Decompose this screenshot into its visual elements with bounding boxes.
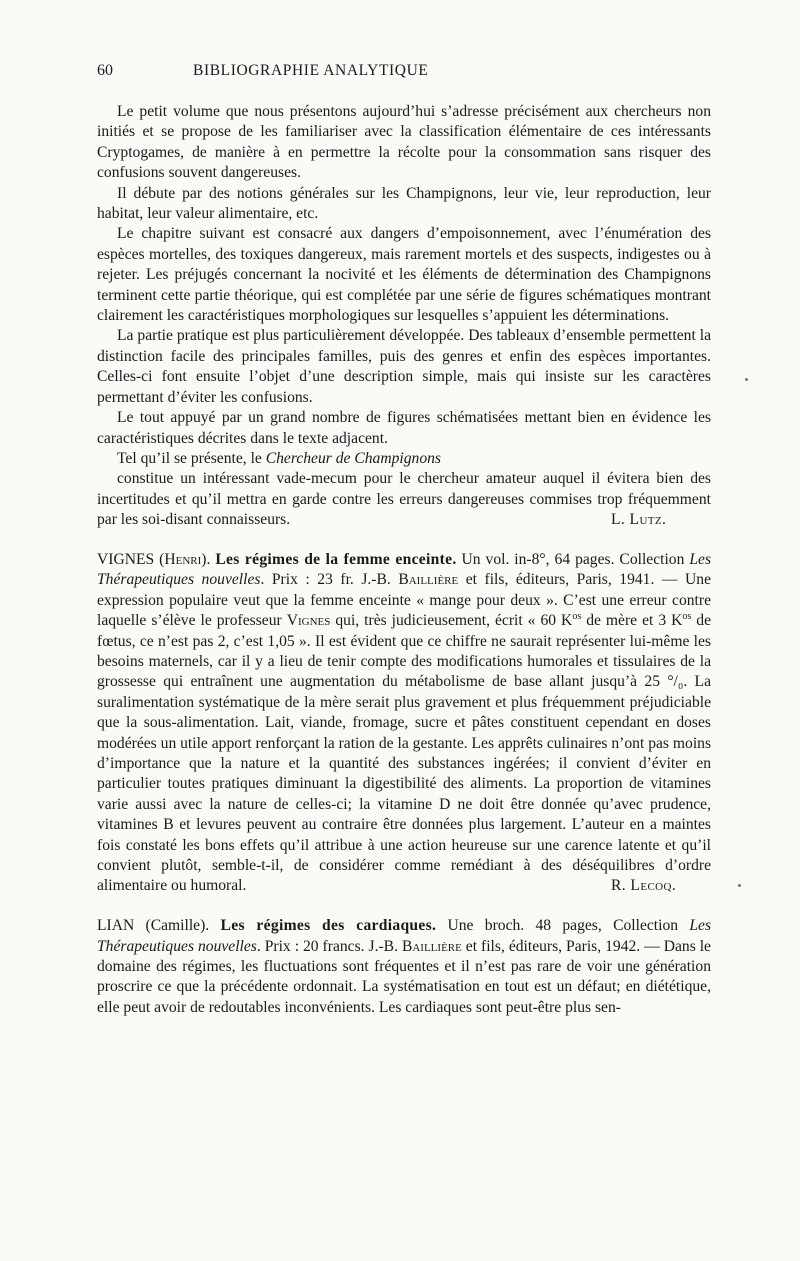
signature-row (97, 877, 711, 917)
reviewer-signature: L. Lutz. (611, 511, 667, 529)
paragraph-last: Tel qu’il se présente, le Chercheur de Champignons constitue un intéressant vade-mecum pour le chercheur amateur auquel il évitera bien des incertitudes et qu’il mettra en garde contre les erreurs dangereuses commises trop fréquemment par les soi-disant connaisseurs. (97, 449, 711, 529)
page-header (97, 62, 711, 92)
page (97, 62, 711, 1018)
running-title: BIBLIOGRAPHIE ANALYTIQUE (193, 62, 429, 79)
paragraph: Le chapitre suivant est consacré aux dangers d’empoisonnement, avec l’énumération des espèces mortelles, des toxiques dangereux, mais rarement mortels et des suspects, indigestes ou à rejeter. Les préjugés concernant la nocivité et les éléments de détermination des Champignons terminent cette partie théorique, qui est complétée par une série de figures schématiques montrant clairement les caractéristiques morphologiques sur lesquelles s’appuient les déterminations. (97, 225, 711, 325)
book-title: Les régimes de la femme enceinte. (215, 550, 457, 568)
paragraph: Le tout appuyé par un grand nombre de figures schématisées mettant bien en évidence les caractéristiques décrites dans le texte adjacent. (97, 409, 711, 447)
review-entry: LIAN (Camille). Les régimes des cardiaques. Une broch. 48 pages, Collection Les Thérapeutiques nouvelles. Prix : 20 francs. J.-B. Baillière et fils, éditeurs, Paris, 1942. — Dans le domaine des régimes, les fluctuations sont fréquentes et il n’est pas rare de voir une génération proscrire ce que la précédente ordonnait. La systématisation en tout est un défaut; en diététique, elle peut avoir de redoutables inconvénients. Les cardiaques sont peut-être plus sen- (97, 917, 712, 1016)
review-vignes (97, 550, 711, 917)
paper-speck (745, 378, 748, 381)
paragraph: Le petit volume que nous présentons aujourd’hui s’adresse précisément aux chercheurs non initiés et se propose de les familiariser avec la classification élémentaire de ces intéressants Cryptogames, de manière à en permettre la récolte pour la consommation sans risquer des confusions souvent dangereuses. (97, 103, 711, 182)
review-champignons (97, 102, 711, 551)
signature-row (97, 511, 711, 551)
page-number: 60 (97, 62, 113, 79)
paragraph: Il débute par des notions générales sur les Champignons, leur vie, leur reproduction, leur habitat, leur valeur alimentaire, etc. (97, 184, 711, 223)
collection-name: Les Thérapeutiques nouvelles (97, 550, 712, 589)
author-reference: Vignes (286, 612, 331, 630)
paper-speck (738, 884, 741, 887)
book-title: Les régimes des cardiaques. (220, 917, 437, 935)
author-name: VIGNES (97, 550, 155, 568)
book-title: Chercheur de Champignons (265, 449, 442, 467)
publisher-name: Baillière (401, 937, 462, 955)
author-firstname: (Henri). (159, 550, 211, 568)
review-entry: VIGNES (Henri). Les régimes de la femme enceinte. Un vol. in-8°, 64 pages. Collection Les Thérapeutiques nouvelles. Prix : 23 fr. J.-B. Baillière et fils, éditeurs, Paris, 1941. — Une expression populaire veut que la femme enceinte « mange pour deux ». C’est une erreur contre laquelle s’élève le professeur Vignes qui, très judicieusement, écrit « 60 $K^{os}$ de mère et 3 $K^{os}$ de fœtus, ce n’est pas 2, c’est 1,05 ». Il est évident que ce chiffre ne saurait représenter lui-même les besoins maternels, car il y a lieu de tenir compte des modifications humorales et tissulaires de la grossesse qui entraînent une augmentation du métabolisme de base allant jusqu’à 25 °/₀. La suralimentation systématique de la mère serait plus gravement et plus fréquemment préjudiciable que la sous-alimentation. Lait, viande, fromage, sucre et pâtes constituent cependant en doses modérées un utile apport renforçant la ration de la gestante. Les apprêts culinaires n’ont pas moins d’importance que la nature et la quantité des substances ingérées; il convient d’éviter en particulier toutes pratiques diminuant la digestibilité des aliments. La proportion de vitamines varie aussi avec la nature de celles-ci; la vitamine D ne doit être donnée qu’avec prudence, vitamines B et levures peuvent au contraire être données plus largement. L’auteur en a maintes fois constaté les bons effets qu’il attribue à une action heureuse sur une carence latente et qu’il convient plutôt, semble-t-il, de considérer comme remédiant à des déséquilibres d’ordre alimentaire ou humoral. (97, 550, 712, 895)
review-lian (97, 916, 711, 1018)
paragraph: La partie pratique est plus particulièrement développée. Des tableaux d’ensemble permettent la distinction facile des principales familles, puis des genres et enfin des espèces importantes. Celles-ci font ensuite l’objet d’une description simple, mais qui insiste sur les caractères permettant d’éviter les confusions. (97, 327, 711, 406)
publisher-name: Baillière (398, 571, 459, 589)
author-name: LIAN (Camille). (97, 917, 210, 935)
collection-name: Les Thérapeutiques nouvelles (97, 917, 712, 955)
reviewer-signature: R. Lecoq. (611, 877, 677, 895)
